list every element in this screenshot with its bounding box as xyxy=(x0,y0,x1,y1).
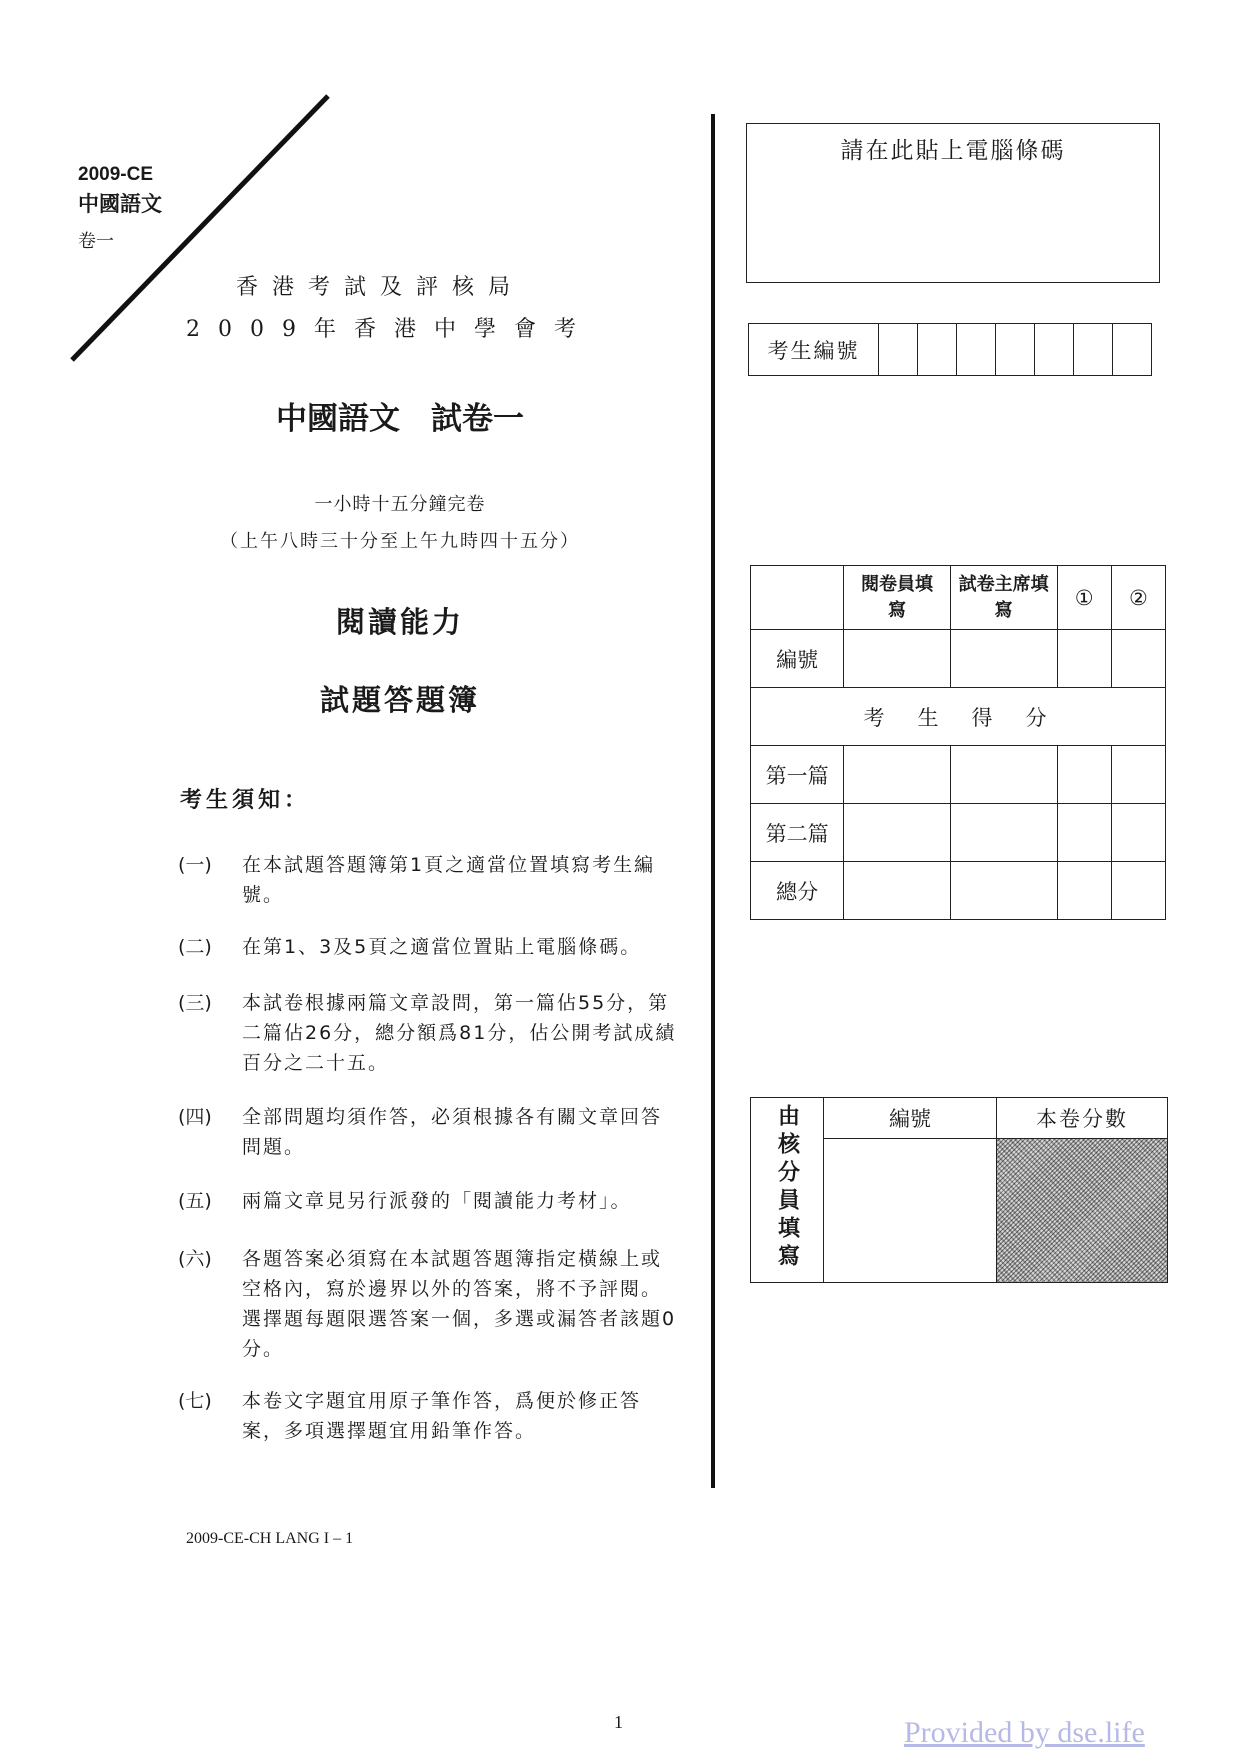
paper-label: 卷一 xyxy=(78,231,114,251)
chief-column-label: 試卷主席填寫 xyxy=(958,573,1049,621)
section-title: 閱讀能力 xyxy=(335,605,464,639)
instruction-item xyxy=(178,988,678,1078)
instruction-item xyxy=(178,850,678,910)
instruction-text: 在第1、3及5頁之適當位置貼上電腦條碼。 xyxy=(242,936,642,958)
marker-cell[interactable] xyxy=(1111,746,1165,804)
marker-cell[interactable] xyxy=(950,862,1057,920)
scorer-number-cell[interactable] xyxy=(824,1138,997,1282)
score-heading: 考 生 得 分 xyxy=(751,688,1166,746)
marker-cell[interactable] xyxy=(1111,630,1165,688)
marker-cell[interactable] xyxy=(844,630,950,688)
instruction-text: 兩篇文章見另行派發的「閱讀能力考材」。 xyxy=(242,1190,632,1212)
exam-name: 2009年香港中學會考 xyxy=(186,317,594,342)
chief-column-header xyxy=(950,566,1057,630)
instruction-item xyxy=(178,1244,678,1364)
scorer-side-cell xyxy=(751,1098,824,1283)
marker-cell[interactable] xyxy=(950,804,1057,862)
column-1-header: ① xyxy=(1057,566,1111,630)
instruction-text: 全部問題均須作答，必須根據各有關文章回答問題。 xyxy=(242,1106,663,1158)
marker-cell[interactable] xyxy=(1057,804,1111,862)
authority-name: 香港考試及評核局 xyxy=(235,275,524,300)
marker-cell[interactable] xyxy=(1057,862,1111,920)
provided-by-watermark[interactable]: Provided by dse.life xyxy=(904,1716,1145,1749)
marker-cell[interactable] xyxy=(844,804,950,862)
barcode-label: 請在此貼上電腦條碼 xyxy=(840,138,1066,164)
page-number: 1 xyxy=(614,1712,623,1732)
candidate-digit-box[interactable] xyxy=(1074,324,1113,376)
instruction-item xyxy=(178,1386,678,1446)
marker-column-header xyxy=(844,566,950,630)
page-divider xyxy=(711,114,715,1488)
row-number-label: 編號 xyxy=(751,630,844,688)
instruction-number: (七) xyxy=(178,1390,212,1412)
exam-code: 2009-CE xyxy=(78,164,153,185)
marker-cell[interactable] xyxy=(1057,630,1111,688)
row-passage-1-label: 第一篇 xyxy=(751,746,844,804)
instruction-number: (四) xyxy=(178,1106,212,1128)
scorer-number-header: 編號 xyxy=(824,1098,997,1139)
marker-cell[interactable] xyxy=(950,746,1057,804)
instruction-text: 本卷文字題宜用原子筆作答，爲便於修正答案，多項選擇題宜用鉛筆作答。 xyxy=(242,1390,642,1442)
instruction-item xyxy=(178,932,678,962)
scorer-score-cell-shaded xyxy=(997,1138,1168,1282)
scorer-score-header: 本卷分數 xyxy=(997,1098,1168,1139)
row-total-label: 總分 xyxy=(751,862,844,920)
candidate-digit-box[interactable] xyxy=(1035,324,1074,376)
instruction-number: (六) xyxy=(178,1248,212,1270)
instruction-item xyxy=(178,1186,678,1216)
paper-title: 中國語文 試卷一 xyxy=(276,401,524,437)
marker-cell[interactable] xyxy=(950,630,1057,688)
candidate-digit-box[interactable] xyxy=(957,324,996,376)
marker-cell[interactable] xyxy=(1057,746,1111,804)
scorer-table xyxy=(750,1097,1168,1283)
marker-cell[interactable] xyxy=(1111,804,1165,862)
duration-text: 一小時十五分鐘完卷 xyxy=(314,494,486,515)
instructions-heading: 考生須知： xyxy=(180,788,311,813)
marker-table xyxy=(750,565,1166,920)
row-passage-2-label: 第二篇 xyxy=(751,804,844,862)
instruction-number: (二) xyxy=(178,936,212,958)
footer-code: 2009-CE-CH LANG I – 1 xyxy=(186,1530,354,1547)
candidate-number-table xyxy=(748,323,1152,376)
instruction-item xyxy=(178,1102,678,1162)
candidate-digit-box[interactable] xyxy=(879,324,918,376)
instruction-number: (三) xyxy=(178,992,212,1014)
candidate-number-label: 考生編號 xyxy=(749,324,879,376)
time-text: （上午八時三十分至上午九時四十五分） xyxy=(220,531,580,552)
marker-cell[interactable] xyxy=(844,862,950,920)
instruction-number: (五) xyxy=(178,1190,212,1212)
instruction-text: 本試卷根據兩篇文章設問，第一篇佔55分，第二篇佔26分，總分額爲81分，佔公開考試成績百分之二十五。 xyxy=(242,992,677,1074)
instruction-text: 在本試題答題簿第1頁之適當位置填寫考生編號。 xyxy=(242,854,656,906)
booklet-title: 試題答題簿 xyxy=(319,683,480,717)
candidate-digit-box[interactable] xyxy=(1113,324,1152,376)
marker-cell[interactable] xyxy=(1111,862,1165,920)
candidate-digit-box[interactable] xyxy=(996,324,1035,376)
column-2-header: ② xyxy=(1111,566,1165,630)
instruction-number: (一) xyxy=(178,854,212,876)
instruction-text: 各題答案必須寫在本試題答題簿指定橫線上或空格內，寫於邊界以外的答案，將不予評閱。選擇題每題限選答案一個，多選或漏答者該題0分。 xyxy=(242,1248,677,1360)
subject-label: 中國語文 xyxy=(78,193,162,216)
scorer-side-label: 由核分員填寫 xyxy=(774,1103,800,1272)
marker-column-label: 閱卷員填寫 xyxy=(861,573,934,621)
barcode-box xyxy=(746,123,1160,283)
marker-cell[interactable] xyxy=(844,746,950,804)
blank-header-cell xyxy=(751,566,844,630)
candidate-digit-box[interactable] xyxy=(918,324,957,376)
